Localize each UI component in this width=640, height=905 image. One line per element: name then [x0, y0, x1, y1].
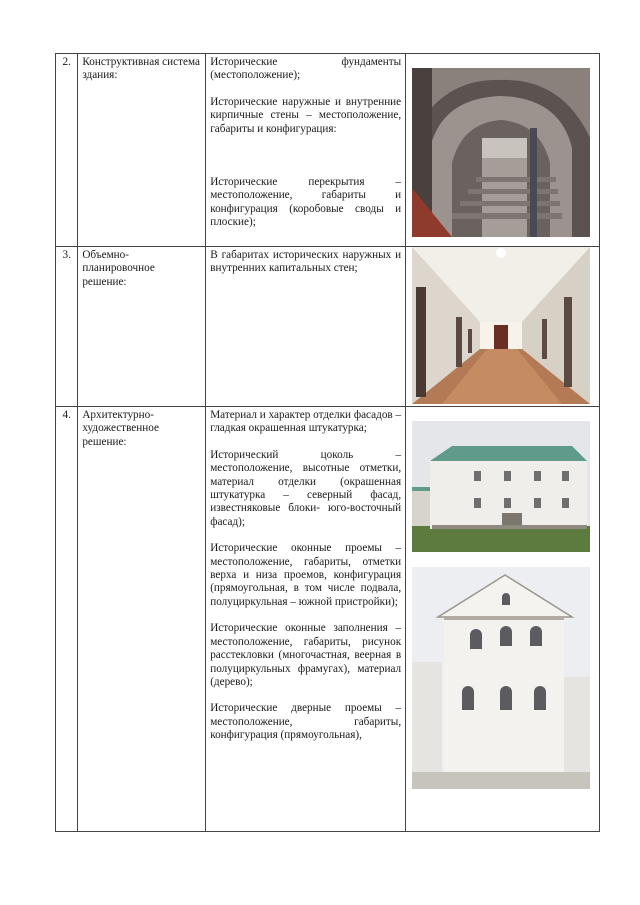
description-paragraph: Исторический цоколь – местоположение, высотные отметки, материал отделки (окрашенная штукатурка – северный фасад, известняковые блоки- юго-восточный фасад);: [210, 448, 402, 528]
row-number: 2.: [56, 54, 78, 247]
monument-subject-table: [55, 53, 600, 832]
row-photo-cell: [406, 54, 600, 247]
row-name: Объемно-планировочное решение:: [78, 247, 206, 407]
description-paragraph: Исторические оконные заполнения – местоположение, габариты, рисунок расстекловки (многочастная, веерная в полуциркульных фрамугах), материал (дерево);: [210, 622, 402, 688]
row-name: Архитектурно-художественное решение:: [78, 407, 206, 832]
facade-photo: [412, 421, 590, 552]
row-photo-cell: [406, 407, 600, 832]
description-paragraph: Исторические наружные и внутренние кирпичные стены – местоположение, габариты и конфигурация:: [210, 95, 402, 135]
table-row: [56, 247, 600, 407]
description-paragraph: Материал и характер отделки фасадов – гладкая окрашенная штукатурка;: [210, 409, 402, 435]
row-number: 3.: [56, 247, 78, 407]
description-paragraph: Исторические фундаменты (местоположение);: [210, 56, 402, 82]
row-description: [206, 247, 406, 407]
tower-photo: [412, 567, 590, 789]
row-number: 4.: [56, 407, 78, 832]
description-paragraph: Исторические дверные проемы – местоположение, габариты, конфигурация (прямоугольная),: [210, 702, 402, 742]
row-description: [206, 54, 406, 247]
description-paragraph: Исторические оконные проемы – местоположение, габариты, отметки верха и низа проемов, конфигурация (прямоугольная, в том числе подвала, полуциркульная – южной пристройки);: [210, 542, 402, 608]
row-photo-cell: [406, 247, 600, 407]
vault-staircase-photo: [412, 68, 590, 237]
table-row: [56, 54, 600, 247]
table-row: [56, 407, 600, 832]
description-paragraph: В габаритах исторических наружных и внутренних капитальных стен;: [210, 249, 402, 275]
description-paragraph: Исторические перекрытия – местоположение, габариты и конфигурация (коробовые своды и плоские);: [210, 176, 402, 229]
corridor-photo: [412, 247, 590, 404]
row-description: [206, 407, 406, 832]
row-name: Конструктивная система здания:: [78, 54, 206, 247]
